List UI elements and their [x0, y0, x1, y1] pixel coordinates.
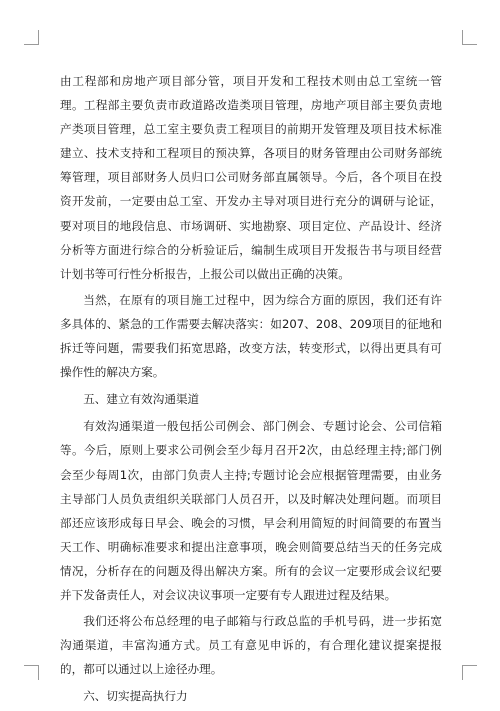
section-heading-communication: 五、建立有效沟通渠道 [83, 392, 200, 407]
crop-mark-top-right [462, 30, 477, 45]
crop-mark-bottom-left [24, 665, 39, 680]
paragraph-management-structure: 由工程部和房地产项目部分管，项目开发和工程技术则由总工室统一管理。工程部主要负责市政道路改造类项目管理，房地产项目部主要负责地产类项目管理，总工室主要负责工程项目的前期开发管理及项目技术标准建立、技术支持和工程项目的预决算，各项目的财务管理由公司财务部统筹管理，项目部财务人员归口公司财务部直属领导。今后，各个项目在投资开发前，一定要由总工室、开发办主导对项目进行充分的调研与论证，要对项目的地段信息、市场调研、实地勘察、项目定位、产品设计、经济分析等方面进行综合的分析验证后，编制生成项目开发报告书与项目经营计划书等可行性分析报告，上报公司以做出正确的决策。 [60, 74, 442, 281]
document-body [60, 69, 442, 711]
section-heading-execution: 六、切实提高执行力 [83, 689, 188, 704]
paragraph-pending-issues: 当然，在原有的项目施工过程中，因为综合方面的原因，我们还有许多具体的、紧急的工作需要去解决落实：如207、208、209项目的征地和拆迁等问题，需要我们拓宽思路，改变方法，转变形式，以得出更具有可操作性的解决方案。 [60, 292, 442, 380]
paragraph-meetings: 有效沟通渠道一般包括公司例会、部门例会、专题讨论会、公司信箱等。今后，原则上要求公司例会至少每月召开2次，由总经理主持;部门例会至少每周1次，由部门负责人主持;专题讨论会应根据管理需要，由业务主导部门人员负责组织关联部门人员召开，以及时解决处理问题。而项目部还应该形成每日早会、晚会的习惯，早会利用简短的时间简要的布置当天工作、明确标准要求和提出注意事项，晚会则简要总结当天的任务完成情况，分析存在的问题及得出解决方案。所有的会议一定要形成会议纪要并下发备责任人，对会议决议事项一定要有专人跟进过程及结果。 [60, 419, 442, 602]
crop-mark-top-left [24, 30, 39, 45]
crop-mark-bottom-right [462, 665, 477, 680]
paragraph-contact-channels: 我们还将公布总经理的电子邮箱与行政总监的手机号码，进一步拓宽沟通渠道，丰富沟通方式。员工有意见申诉的，有合理化建议提案提报的，都可以通过以上途径办理。 [60, 614, 442, 677]
